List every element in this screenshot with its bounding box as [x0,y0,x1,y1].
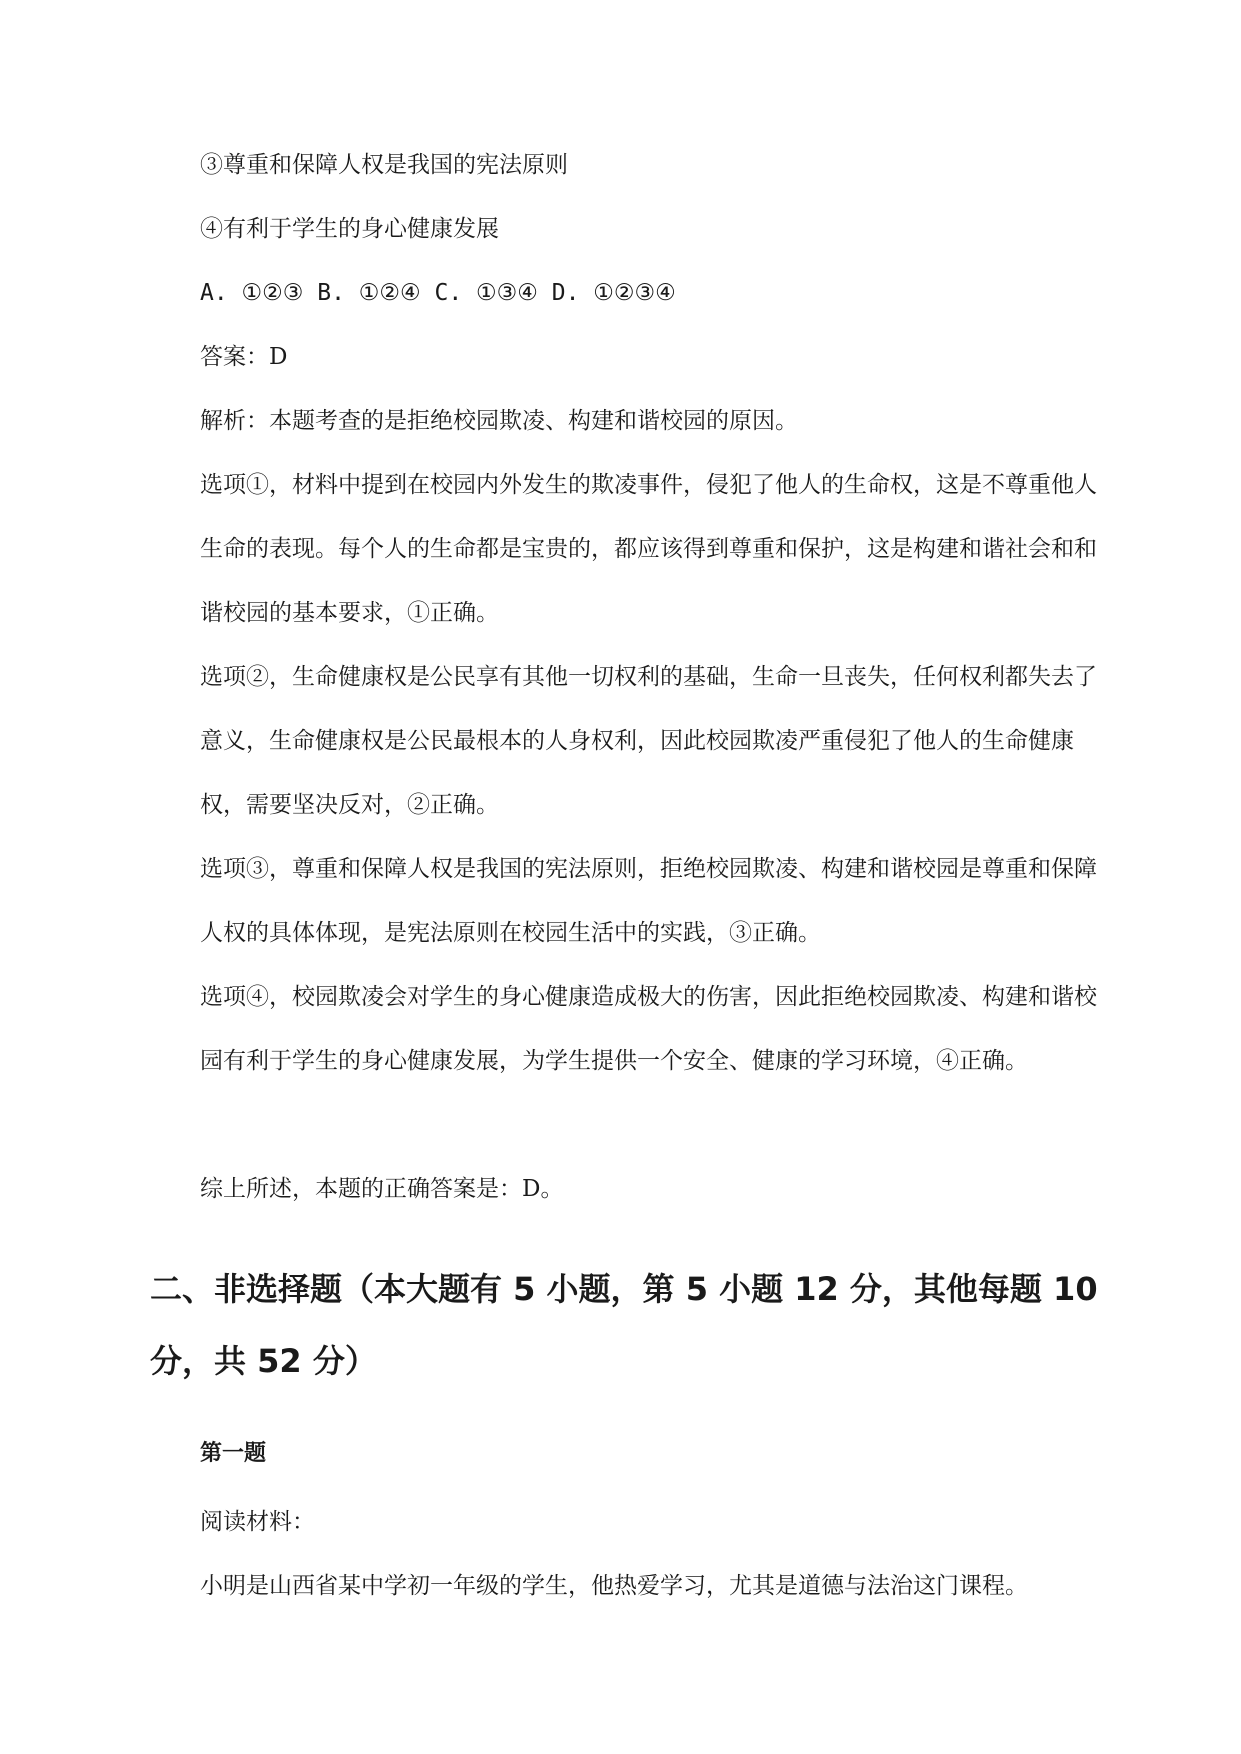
explanation-option-4: 选项④，校园欺凌会对学生的身心健康造成极大的伤害，因此拒绝校园欺凌、构建和谐校园有利于学生的身心健康发展，为学生提供一个安全、健康的学习环境，④正确。 [200,984,1097,1074]
explanation-option-2: 选项②，生命健康权是公民享有其他一切权利的基础，生命一旦丧失，任何权利都失去了意义，生命健康权是公民最根本的人身权利，因此校园欺凌严重侵犯了他人的生命健康权，需要坚决反对，②正确。 [200,664,1097,818]
premise-3: ③尊重和保障人权是我国的宪法原则 [200,152,568,178]
question-title: 第一题 [200,1441,267,1466]
section-heading: 二、非选择题（本大题有 5 小题，第 5 小题 12 分，其他每题 10 分，共 52 分） [150,1270,1098,1380]
conclusion: 综上所述，本题的正确答案是：D。 [200,1176,564,1202]
reading-label: 阅读材料： [200,1509,315,1535]
material-text: 小明是山西省某中学初一年级的学生，他热爱学习，尤其是道德与法治这门课程。 [200,1573,1028,1599]
explanation-option-1: 选项①，材料中提到在校园内外发生的欺凌事件，侵犯了他人的生命权，这是不尊重他人生命的表现。每个人的生命都是宝贵的，都应该得到尊重和保护，这是构建和谐社会和和谐校园的基本要求，①正确。 [200,472,1097,626]
explanation-option-3: 选项③，尊重和保障人权是我国的宪法原则，拒绝校园欺凌、构建和谐校园是尊重和保障人权的具体体现，是宪法原则在校园生活中的实践，③正确。 [200,856,1097,946]
answer-options: A. ①②③ B. ①②④ C. ①③④ D. ①②③④ [200,280,676,306]
answer-line: 答案：D [200,344,288,370]
analysis-intro: 解析：本题考查的是拒绝校园欺凌、构建和谐校园的原因。 [200,408,798,434]
premise-4: ④有利于学生的身心健康发展 [200,216,499,242]
